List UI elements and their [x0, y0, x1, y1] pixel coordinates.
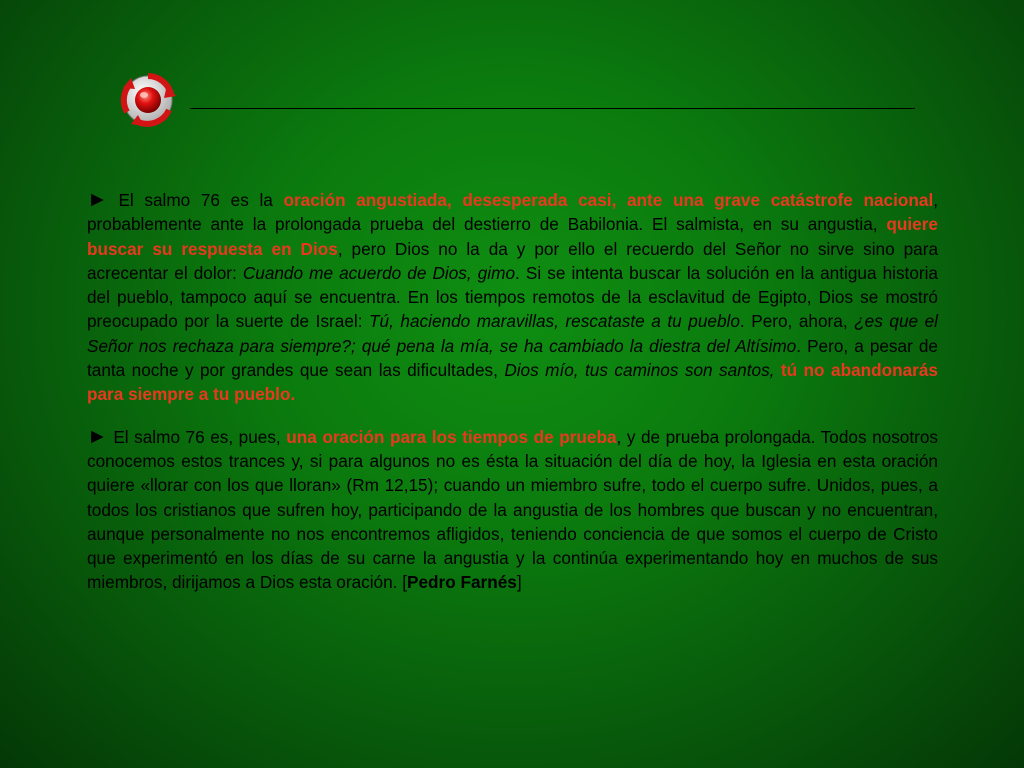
highlighted-text: oración angustiada, desesperada casi, ante una grave catástrofe nacional — [283, 190, 934, 210]
header-divider-line — [190, 108, 915, 109]
text-segment: Tú, haciendo maravillas, rescataste a tu pueblo — [369, 311, 740, 332]
paragraph-1 — [87, 188, 938, 407]
highlighted-text: una oración para los tiempos de prueba — [286, 426, 617, 447]
text-segment: ] — [516, 572, 522, 593]
text-segment: . Si se intenta buscar la solución en la antigua historia del pueblo, tampoco aquí se encuentra. En los tiempos remotos de la esclavitud de Egipto, Dios se mostró preocupado por la suerte de Israel: — [87, 262, 938, 332]
highlighted-text: tú no abandonarás para siempre a tu pueblo. — [87, 360, 938, 405]
slide-body-text — [87, 188, 938, 595]
text-segment: . Pero, a pesar de tanta noche y por grandes que sean las dificultades, — [87, 335, 938, 381]
bullet-arrow-icon: ► — [87, 424, 108, 448]
text-segment: , y de prueba prolongada. Todos nosotros conocemos estos trances y, si para algunos no es ésta la situación del día de hoy, la Iglesia en esta oración quiere «llorar con los que lloran» (Rm 12,15); cuando un miembro sufre, todo el cuerpo sufre. Unidos, pues, a todos los cristianos que sufren hoy, participando de la angustia de los hombres que buscan y no encuentran, aunque personalmente no nos encontremos afligidos, teniendo conciencia de que somos el cuerpo de Cristo que experimentó en los días de su carne la angustia y la continúa experimentando hoy en muchos de sus miembros, dirijamos a Dios esta oración. [ — [87, 426, 939, 593]
text-segment: El salmo 76 es la — [107, 190, 284, 210]
text-segment: , probablemente ante la prolongada prueba del destierro de Babilonia. El salmista, en su angustia, — [87, 190, 939, 235]
bullet-arrow-icon: ► — [87, 188, 108, 211]
text-segment: . Pero, ahora, — [739, 311, 855, 332]
red-circular-arrows-icon — [118, 70, 178, 130]
text-segment: ¿es que el Señor nos rechaza para siempre?; qué pena la mía, se ha cambiado la diestra del Altísimo — [87, 311, 938, 356]
highlighted-text: quiere buscar su respuesta en Dios — [87, 214, 938, 259]
text-segment: Dios mío, tus caminos son santos, — [504, 360, 775, 381]
text-segment: , pero Dios no la da y por ello el recuerdo del Señor no sirve sino para acrecentar el dolor: — [87, 238, 939, 283]
paragraph-2 — [87, 425, 938, 595]
text-segment: Pedro Farnés — [407, 572, 517, 593]
text-segment: El salmo 76 es, pues, — [107, 426, 287, 447]
text-segment: Cuando me acuerdo de Dios, gimo — [242, 262, 515, 283]
